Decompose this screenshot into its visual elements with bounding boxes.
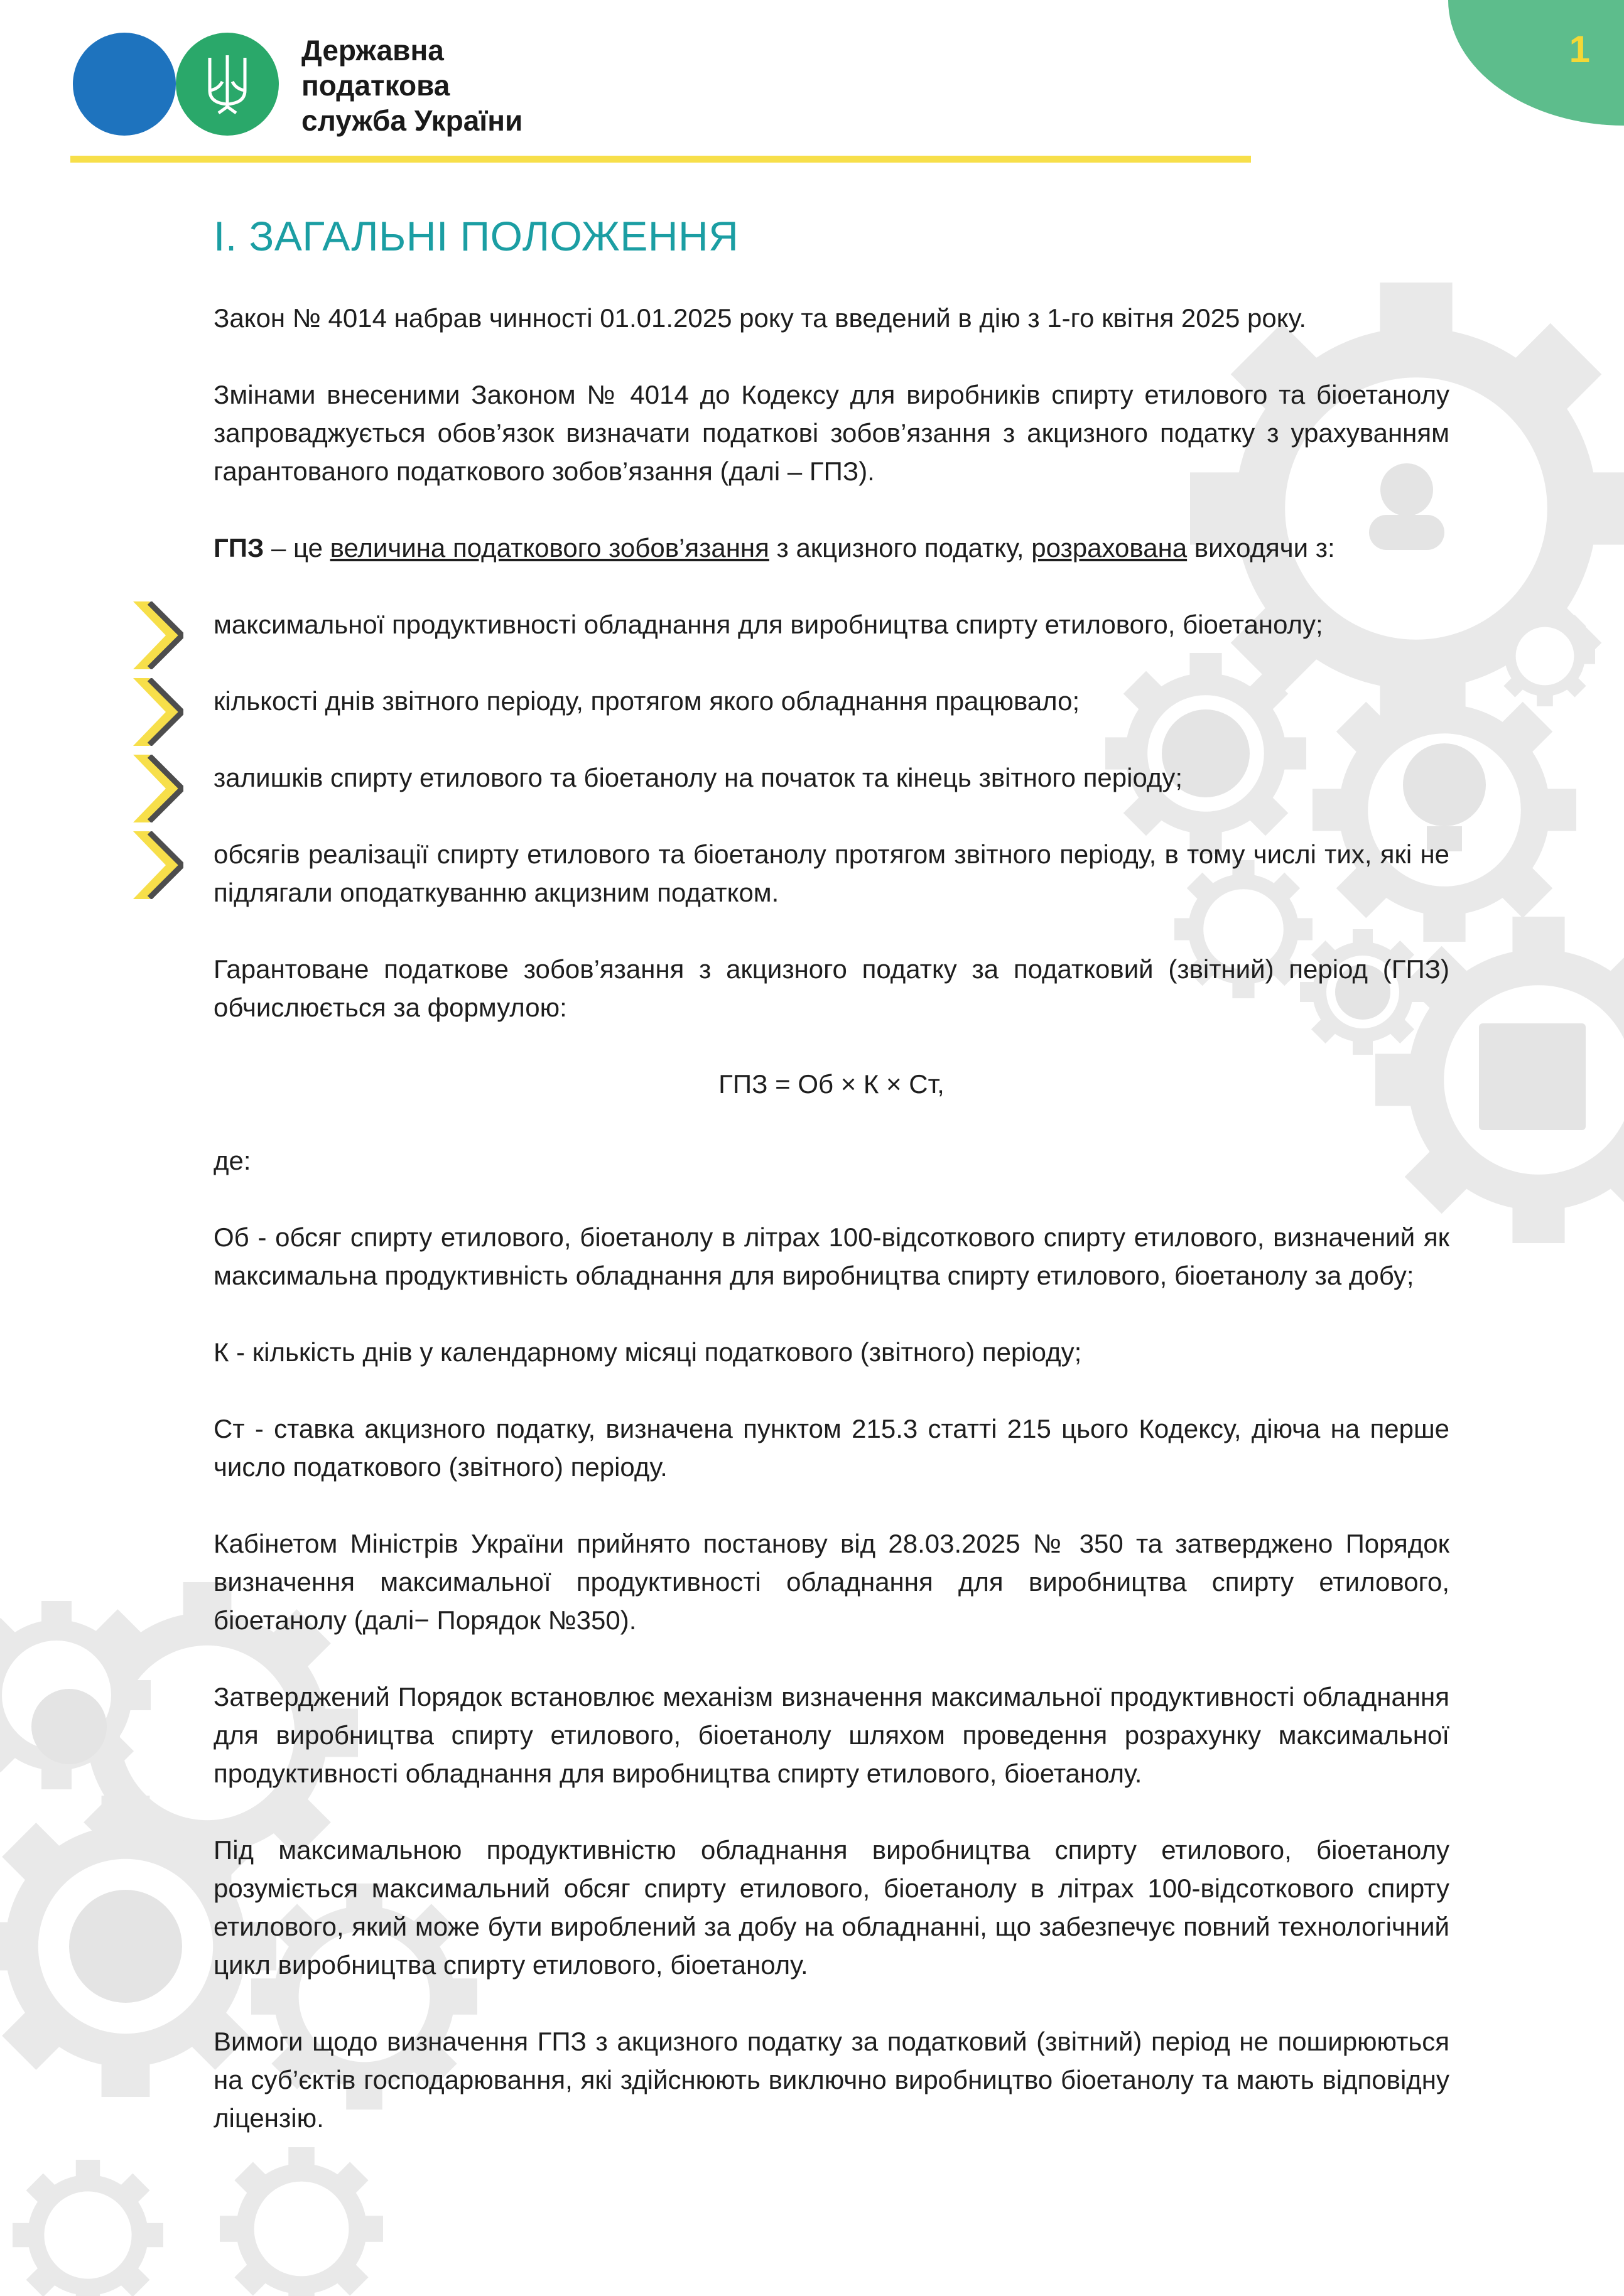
formula-term-ob: Об - обсяг спирту етилового, біоетанолу в літрах 100-відсоткового спирту етилового, визначений як максимальна продуктивність обладнання для виробництва спирту етилового, біоетанолу за добу;	[214, 1222, 1449, 1290]
paragraph-law-effective: Закон № 4014 набрав чинності 01.01.2025 року та введений в дію з 1-го квітня 2025 року.	[214, 303, 1307, 333]
bullet-text: обсягів реалізації спирту етилового та біоетанолу протягом звітного періоду, в тому числі тих, які не підлягали оподаткуванню акцизним податком.	[214, 839, 1449, 907]
list-item	[214, 835, 1449, 912]
paragraph-exemption: Вимоги щодо визначення ГПЗ з акцизного податку за податковий (звітний) період не поширюються на суб’єктів господарювання, які здійснюють виключно виробництво біоетанолу та мають відповідну ліцензію.	[214, 2027, 1449, 2133]
header-divider	[70, 156, 1251, 163]
formula-term-st: Ст - ставка акцизного податку, визначена пунктом 215.3 статті 215 цього Кодексу, діюча на перше число податкового (звітного) періоду.	[214, 1414, 1449, 1482]
section-title: І. ЗАГАЛЬНІ ПОЛОЖЕННЯ	[214, 213, 739, 259]
document-body	[214, 212, 1449, 2175]
chevron-right-icon	[133, 678, 183, 746]
paragraph-gpz-formula-intro: Гарантоване податкове зобов’язання з акцизного податку за податковий (звітний) період (ГПЗ) обчислюється за формулою:	[214, 954, 1449, 1022]
chevron-right-icon	[133, 831, 183, 899]
trident-emblem-icon	[176, 33, 279, 136]
gpz-term: ГПЗ	[214, 533, 264, 563]
logo-blue-circle	[73, 33, 176, 136]
def-text-3: виходячи з:	[1187, 533, 1335, 563]
def-underlined-1: величина податкового зобов’язання	[330, 533, 769, 563]
org-name: Державна податкова служба України	[301, 34, 523, 137]
formula: ГПЗ = Об × К × Ст,	[718, 1069, 945, 1099]
def-underlined-2: розрахована	[1031, 533, 1188, 563]
list-item	[214, 682, 1449, 720]
list-item	[214, 605, 1449, 644]
paragraph-law-changes: Змінами внесеними Законом № 4014 до Кодексу для виробників спирту етилового та біоетанолу запроваджується обов’язок визначати податкові зобов’язання з акцизного податку з урахуванням гарантованого податкового зобов’язання (далі – ГПЗ).	[214, 380, 1449, 486]
chevron-right-icon	[133, 755, 183, 822]
gpz-definition	[214, 529, 1449, 567]
list-item	[214, 758, 1449, 797]
bullet-text: кількості днів звітного періоду, протягом якого обладнання працювало;	[214, 686, 1080, 716]
def-text-1: – це	[264, 533, 330, 563]
paragraph-procedure-mechanism: Затверджений Порядок встановлює механізм визначення максимальної продуктивності обладнання для виробництва спирту етилового, біоетанолу шляхом проведення розрахунку максимальної продуктивності обладнання для виробництва спирту етилового, біоетанолу.	[214, 1682, 1449, 1788]
paragraph-cabinet-resolution: Кабінетом Міністрів України прийнято постанову від 28.03.2025 № 350 та затверджено Порядок визначення максимальної продуктивності обладнання для виробництва спирту етилового, біоетанолу (далі− Порядок №350).	[214, 1529, 1449, 1635]
chevron-right-icon	[133, 601, 183, 669]
def-text-2: з акцизного податку,	[769, 533, 1032, 563]
bullet-text: залишків спирту етилового та біоетанолу на початок та кінець звітного періоду;	[214, 763, 1183, 792]
trident-icon	[203, 51, 251, 117]
paragraph-max-productivity: Під максимальною продуктивністю обладнання виробництва спирту етилового, біоетанолу розуміється максимальний обсяг спирту етилового, біоетанолу в літрах 100-відсоткового спирту етилового, який може бути вироблений за добу на обладнанні, що забезпечує повний технологічний цикл виробництва спирту етилового, біоетанолу.	[214, 1835, 1449, 1980]
formula-where: де:	[214, 1146, 251, 1175]
bullet-text: максимальної продуктивності обладнання для виробництва спирту етилового, біоетанолу;	[214, 610, 1323, 639]
page-number: 1	[1569, 28, 1590, 70]
formula-term-k: К - кількість днів у календарному місяці податкового (звітного) періоду;	[214, 1337, 1082, 1367]
